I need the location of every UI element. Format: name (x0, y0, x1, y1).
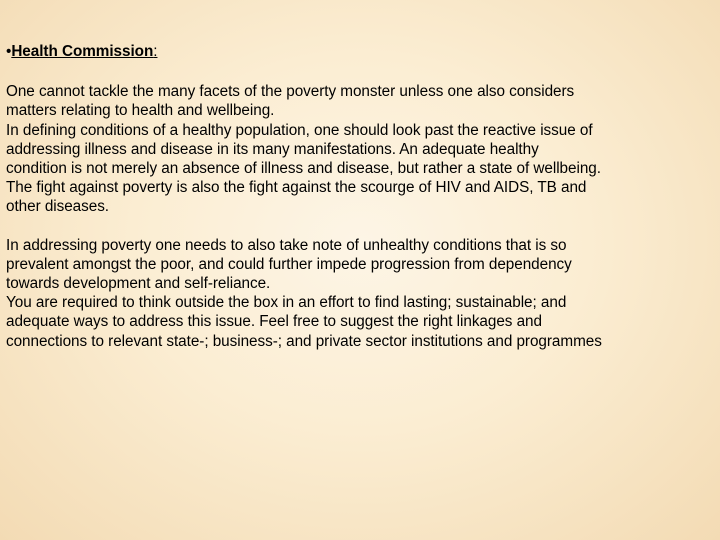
slide-content (6, 42, 718, 370)
paragraph-block-addressing-poverty (6, 236, 718, 351)
text-line: other diseases. (6, 198, 109, 216)
heading-label: Health Commission (11, 43, 154, 60)
text-line: In defining conditions of a healthy population, one should look past the reactive issue of (6, 121, 593, 139)
heading-bullet: • (6, 43, 12, 60)
text-line: adequate ways to address this issue. Feel free to suggest the right linkages and (6, 313, 542, 331)
heading-colon: : (153, 43, 158, 60)
text-line: matters relating to health and wellbeing. (6, 102, 275, 120)
paragraph-block-health-wellbeing (6, 82, 718, 216)
text-line: towards development and self-reliance. (6, 275, 271, 293)
text-line: The fight against poverty is also the fight against the scourge of HIV and AIDS, TB and (6, 179, 587, 197)
text-line: prevalent amongst the poor, and could further impede progression from dependency (6, 255, 572, 273)
text-line: You are required to think outside the box in an effort to find lasting; sustainable; and (6, 294, 567, 312)
text-line: One cannot tackle the many facets of the poverty monster unless one also considers (6, 83, 575, 101)
text-line: condition is not merely an absence of illness and disease, but rather a state of wellbeing. (6, 160, 601, 178)
text-line: In addressing poverty one needs to also take note of unhealthy conditions that is so (6, 236, 567, 254)
text-line: connections to relevant state-; business-; and private sector institutions and programmes (6, 332, 602, 350)
section-heading (6, 42, 718, 61)
text-line: addressing illness and disease in its many manifestations. An adequate healthy (6, 140, 539, 158)
